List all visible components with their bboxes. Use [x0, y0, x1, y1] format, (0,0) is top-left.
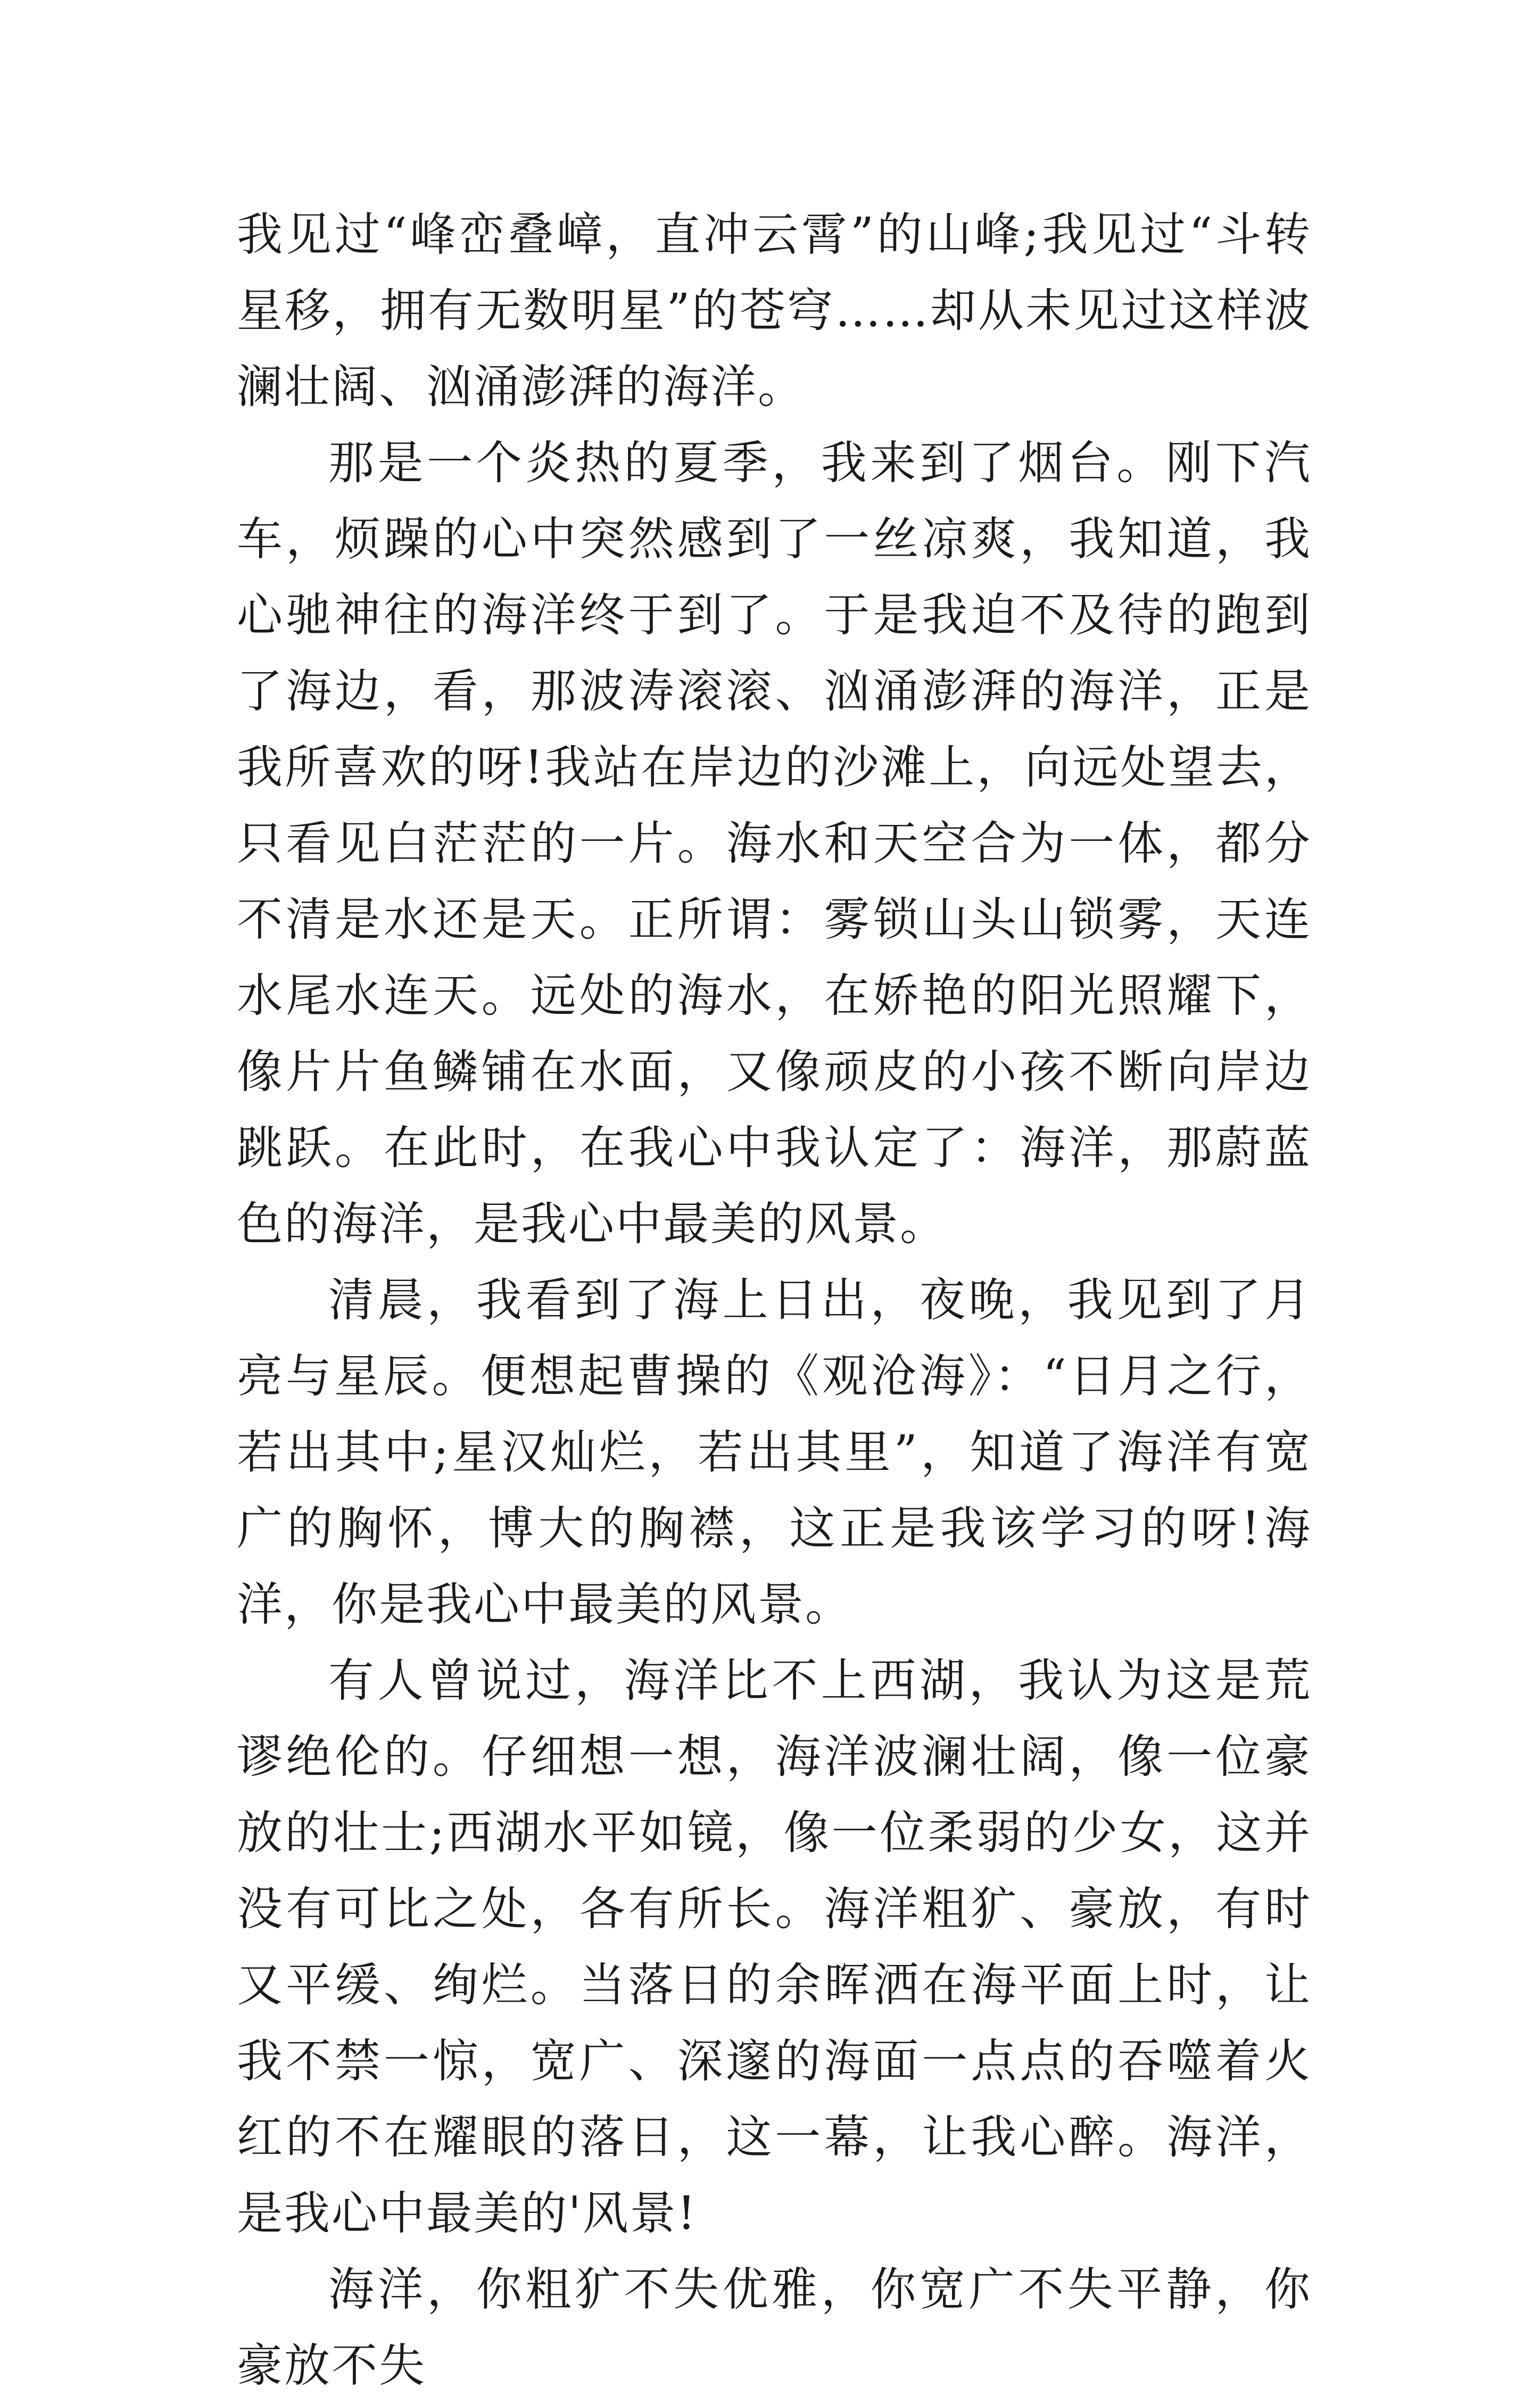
paragraph-5: 海洋，你粗犷不失优雅，你宽广不失平静，你豪放不失: [237, 2263, 1312, 2392]
paragraph-2: 那是一个炎热的夏季，我来到了烟台。刚下汽车，烦躁的心中突然感到了一丝凉爽，我知道，我心驰神往的海洋终于到了。于是我迫不及待的跑到了海边，看，那波涛滚滚、汹涌澎湃的海洋，正是我所喜欢的呀!我站在岸边的沙滩上，向远处望去，只看见白茫茫的一片。海水和天空合为一体，都分不清是水还是天。正所谓：雾锁山头山锁雾，天连水尾水连天。远处的海水，在娇艳的阳光照耀下，像片片鱼鳞铺在水面，又像顽皮的小孩不断向岸边跳跃。在此时，在我心中我认定了：海洋，那蔚蓝色的海洋，是我心中最美的风景。: [237, 436, 1312, 1251]
paragraph-3: 清晨，我看到了海上日出，夜晚，我见到了月亮与星辰。便想起曹操的《观沧海》：“日月之行，若出其中;星汉灿烂，若出其里”，知道了海洋有宽广的胸怀，博大的胸襟，这正是我该学习的呀!海洋，你是我心中最美的风景。: [237, 1274, 1312, 1631]
paragraph-4: 有人曾说过，海洋比不上西湖，我认为这是荒谬绝伦的。仔细想一想，海洋波澜壮阔，像一位豪放的壮士;西湖水平如镜，像一位柔弱的少女，这并没有可比之处，各有所长。海洋粗犷、豪放，有时又平缓、绚烂。当落日的余晖洒在海平面上时，让我不禁一惊，宽广、深邃的海面一点点的吞噬着火红的不在耀眼的落日，这一幕，让我心醉。海洋，是我心中最美的'风景!: [237, 1654, 1312, 2240]
paragraph-1: 我见过“峰峦叠嶂，直冲云霄”的山峰;我见过“斗转星移，拥有无数明星”的苍穹……却从未见过这样波澜壮阔、汹涌澎湃的海洋。: [237, 208, 1312, 414]
document-body: [237, 197, 1312, 2404]
